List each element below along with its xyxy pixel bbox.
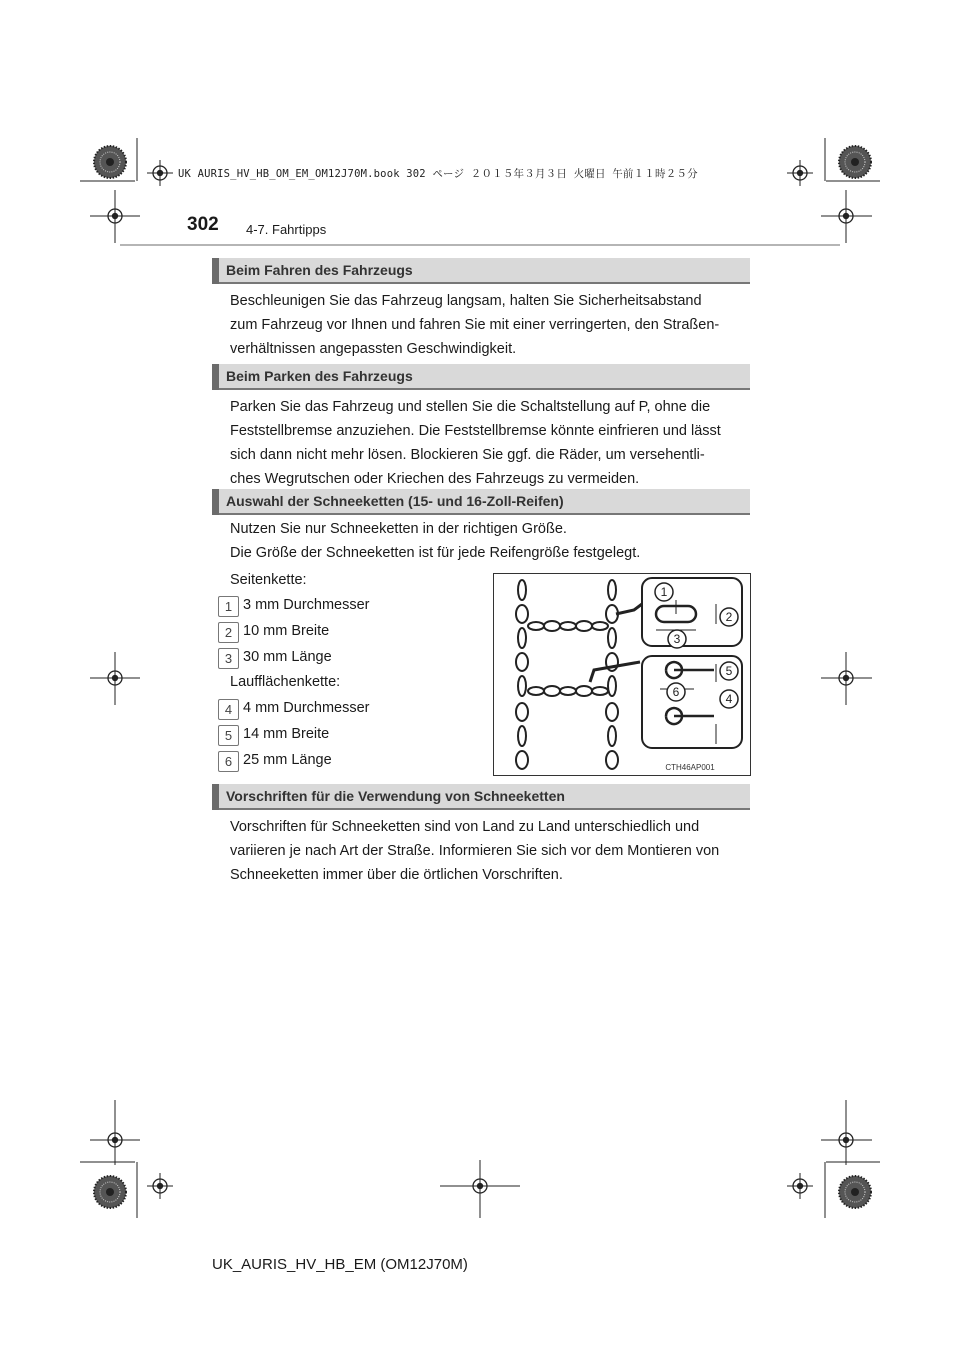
section-title: Beim Parken des Fahrzeugs [226, 368, 413, 384]
spec-number-badge: 4 [218, 699, 239, 720]
spec-number-badge: 2 [218, 622, 239, 643]
callout-label: 4 [725, 692, 733, 706]
callout-label: 5 [725, 664, 733, 678]
spec-number-badge: 3 [218, 648, 239, 669]
text-line: Feststellbremse anzuziehen. Die Feststellbremse könnte einfrieren und lässt [230, 423, 721, 439]
header-rule [120, 244, 840, 246]
side-chain-label: Seitenkette: [230, 572, 307, 588]
section-heading-chains [212, 489, 750, 515]
spec-text: 25 mm Länge [243, 752, 332, 768]
snow-chain-figure [493, 573, 751, 776]
text-line: sich dann nicht mehr lösen. Blockieren Sie ggf. die Räder, um versehentli- [230, 447, 705, 463]
section-heading-regulations [212, 784, 750, 810]
page-number: 302 [187, 214, 219, 235]
section-bar [212, 784, 219, 810]
section-title: Beim Fahren des Fahrzeugs [226, 262, 413, 278]
text-line: Vorschriften für Schneeketten sind von Land zu Land unterschiedlich und [230, 819, 700, 835]
tread-chain-label: Laufflächenkette: [230, 674, 341, 690]
spec-text: 4 mm Durchmesser [243, 700, 370, 716]
text-line: Parken Sie das Fahrzeug und stellen Sie die Schaltstellung auf P, ohne die [230, 399, 711, 415]
section-title: Vorschriften für die Verwendung von Schneeketten [226, 788, 565, 804]
section-bar [212, 258, 219, 284]
spec-text: 3 mm Durchmesser [243, 597, 370, 613]
chains-intro-line: Die Größe der Schneeketten ist für jede Reifengröße festgelegt. [230, 545, 641, 561]
callout-label: 3 [673, 632, 681, 646]
figure-code: CTH46AP001 [665, 763, 715, 772]
paragraph-driving [230, 289, 744, 361]
book-header: UK AURIS_HV_HB_OM_EM_OM12J70M.book 302 ページ ２０１５年３月３日 火曜日 午前１１時２５分 [178, 168, 698, 180]
text-line: zum Fahrzeug vor Ihnen und fahren Sie mit einer verringerten, den Straßen- [230, 317, 720, 333]
callout-label: 6 [672, 685, 680, 699]
text-line: ches Wegrutschen oder Kriechen des Fahrzeugs zu vermeiden. [230, 471, 640, 487]
section-bar [212, 489, 219, 515]
section-bar [212, 364, 219, 390]
snow-chain-illustration [494, 574, 750, 775]
section-title: Auswahl der Schneeketten (15- und 16-Zoll-Reifen) [226, 493, 564, 509]
text-line: verhältnissen angepassten Geschwindigkeit. [230, 341, 517, 357]
callout-label: 1 [660, 585, 668, 599]
spec-number-badge: 5 [218, 725, 239, 746]
section-heading-driving [212, 258, 750, 284]
chains-intro-line: Nutzen Sie nur Schneeketten in der richtigen Größe. [230, 521, 567, 537]
text-line: Beschleunigen Sie das Fahrzeug langsam, halten Sie Sicherheitsabstand [230, 293, 702, 309]
spec-number-badge: 1 [218, 596, 239, 617]
spec-text: 10 mm Breite [243, 623, 330, 639]
running-head: 4-7. Fahrtipps [246, 222, 327, 237]
spec-number-badge: 6 [218, 751, 239, 772]
paragraph-regulations [230, 815, 744, 887]
text-line: variieren je nach Art der Straße. Informieren Sie sich vor dem Montieren von [230, 843, 720, 859]
section-heading-parking [212, 364, 750, 390]
footer-doc-id: UK_AURIS_HV_HB_EM (OM12J70M) [212, 1256, 468, 1273]
paragraph-parking [230, 395, 744, 491]
spec-text: 30 mm Länge [243, 649, 332, 665]
spec-text: 14 mm Breite [243, 726, 330, 742]
text-line: Schneeketten immer über die örtlichen Vorschriften. [230, 867, 563, 883]
callout-label: 2 [725, 610, 733, 624]
